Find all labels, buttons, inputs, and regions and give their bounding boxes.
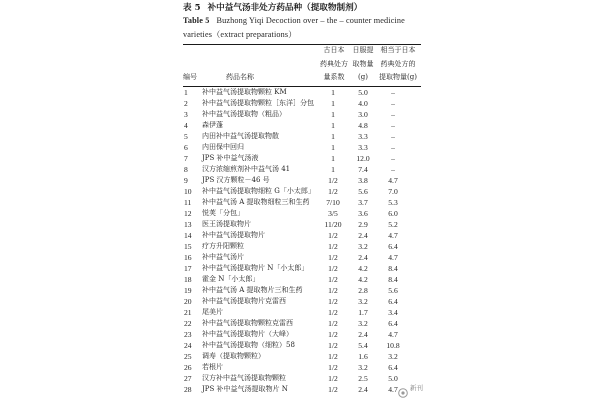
cell-number: 11: [184, 198, 192, 207]
table-row: [0, 252, 600, 263]
header-coefficient-line1: 古日本: [323, 46, 345, 54]
cell-equivalent-amount: 5.0: [388, 374, 398, 383]
cell-coefficient: 1/2: [328, 264, 338, 273]
cell-number: 4: [184, 121, 188, 130]
cell-coefficient: 1/2: [328, 319, 338, 328]
cell-equivalent-amount: 6.4: [388, 319, 398, 328]
cell-coefficient: 1/2: [328, 253, 338, 262]
cell-daily-amount: 4.2: [358, 275, 368, 284]
cell-coefficient: 1/2: [328, 297, 338, 306]
cell-equivalent-amount: 6.4: [388, 242, 398, 251]
cell-number: 16: [184, 253, 192, 262]
cell-coefficient: 1/2: [328, 374, 338, 383]
cell-drug-name: 补中益气汤片: [202, 253, 244, 261]
cell-coefficient: 1/2: [328, 330, 338, 339]
cell-coefficient: 1/2: [328, 242, 338, 251]
cell-daily-amount: 3.2: [358, 242, 368, 251]
table-row: [0, 307, 600, 318]
cell-equivalent-amount: 5.3: [388, 198, 398, 207]
cell-drug-name: 调寿（提取物颗粒）: [202, 352, 265, 360]
cell-coefficient: 3/5: [328, 209, 338, 218]
cell-drug-name: 补中益气汤提取物片（大峰）: [202, 330, 293, 338]
cell-drug-name: 补中益气汤提取物颗粒克雷西: [202, 319, 293, 327]
table-title-cn: 补中益气汤非处方药品种（提取物制剂）: [207, 3, 363, 13]
table-row: [0, 362, 600, 373]
cell-coefficient: 1: [331, 132, 335, 141]
cell-daily-amount: 3.2: [358, 319, 368, 328]
table-row: [0, 274, 600, 285]
cell-number: 14: [184, 231, 192, 240]
header-daily-amount-line1: 日服提: [352, 46, 374, 54]
cell-daily-amount: 3.6: [358, 209, 368, 218]
cell-drug-name: 汉方浓缩煎剂补中益气汤 41: [202, 165, 291, 173]
table-row: [0, 230, 600, 241]
cell-coefficient: 1: [331, 121, 335, 130]
cell-drug-name: 霍金 N「小太郎」: [202, 275, 260, 283]
table-row: [0, 340, 600, 351]
cell-drug-name: JPS 补中益气汤液: [202, 154, 259, 162]
cell-number: 26: [184, 363, 192, 372]
cell-daily-amount: 3.8: [358, 176, 368, 185]
cell-equivalent-amount: 3.4: [388, 308, 398, 317]
table-label-cn: 表 5: [183, 3, 201, 13]
cell-coefficient: 1: [331, 88, 335, 97]
cell-daily-amount: 4.0: [358, 99, 368, 108]
cell-daily-amount: 5.4: [358, 341, 368, 350]
cell-coefficient: 1/2: [328, 187, 338, 196]
cell-coefficient: 1/2: [328, 275, 338, 284]
cell-number: 23: [184, 330, 192, 339]
cell-equivalent-amount: –: [391, 143, 395, 152]
cell-equivalent-amount: 5.6: [388, 286, 398, 295]
table-row: [0, 98, 600, 109]
cell-drug-name: 补中益气汤提取物颗粒 KM: [202, 88, 287, 96]
table-row: [0, 384, 600, 395]
cell-number: 19: [184, 286, 192, 295]
cell-number: 5: [184, 132, 188, 141]
cell-daily-amount: 2.4: [358, 385, 368, 394]
cell-equivalent-amount: 4.7: [388, 176, 398, 185]
cell-daily-amount: 7.4: [358, 165, 368, 174]
cell-coefficient: 1/2: [328, 308, 338, 317]
cell-coefficient: 11/20: [324, 220, 342, 229]
cell-number: 27: [184, 374, 192, 383]
cell-number: 28: [184, 385, 192, 394]
cell-number: 25: [184, 352, 192, 361]
header-equivalent-amount-line3: 提取物量(g): [379, 73, 417, 81]
table-row: [0, 131, 600, 142]
watermark: [398, 382, 423, 394]
header-drug-name: 药品名称: [226, 73, 254, 81]
cell-number: 7: [184, 154, 188, 163]
cell-equivalent-amount: –: [391, 99, 395, 108]
header-daily-amount-line2: 取物量: [352, 59, 374, 68]
cell-daily-amount: 3.2: [358, 363, 368, 372]
cell-coefficient: 1: [331, 110, 335, 119]
table-row: [0, 351, 600, 362]
table-row: [0, 219, 600, 230]
table-row: [0, 329, 600, 340]
table-row: [0, 175, 600, 186]
cell-drug-name: 补中益气汤提取物片克雷西: [202, 297, 286, 305]
cell-drug-name: 补中益气汤提取物细粒 G「小太郎」: [202, 187, 315, 195]
cell-equivalent-amount: 5.2: [388, 220, 398, 229]
table-caption-en: [183, 15, 405, 27]
cell-drug-name: 尾美片: [202, 308, 223, 316]
cell-equivalent-amount: 8.4: [388, 275, 398, 284]
header-coefficient-line2: 药典处方: [320, 59, 348, 68]
cell-coefficient: 1/2: [328, 286, 338, 295]
table-caption-cn: [183, 2, 362, 14]
cell-drug-name: 补中益气汤提取物片: [202, 231, 265, 239]
table-row: [0, 186, 600, 197]
table-row: [0, 109, 600, 120]
cell-number: 8: [184, 165, 188, 174]
cell-daily-amount: 2.8: [358, 286, 368, 295]
cell-equivalent-amount: 4.7: [388, 385, 398, 394]
cell-equivalent-amount: 8.4: [388, 264, 398, 273]
cell-daily-amount: 4.2: [358, 264, 368, 273]
cell-daily-amount: 3.3: [358, 132, 368, 141]
cell-daily-amount: 3.3: [358, 143, 368, 152]
header-equivalent-amount-line2: 药典处方的: [380, 59, 416, 68]
table-row: [0, 285, 600, 296]
cell-number: 21: [184, 308, 192, 317]
cell-coefficient: 1/2: [328, 341, 338, 350]
cell-number: 24: [184, 341, 192, 350]
cell-drug-name: 内田补中益气汤提取物散: [202, 132, 279, 140]
cell-daily-amount: 3.7: [358, 198, 368, 207]
cell-equivalent-amount: –: [391, 88, 395, 97]
cell-drug-name: 补中益气汤 A 提取物片三和生药: [202, 286, 303, 294]
cell-daily-amount: 2.4: [358, 231, 368, 240]
cell-coefficient: 1/2: [328, 231, 338, 240]
cell-equivalent-amount: 4.7: [388, 231, 398, 240]
table-row: [0, 197, 600, 208]
cell-equivalent-amount: 6.4: [388, 297, 398, 306]
cell-drug-name: JPS 补中益气汤提取物片 N: [202, 385, 288, 393]
cell-number: 6: [184, 143, 188, 152]
cell-drug-name: JPS 汉方颗粒－46 号: [202, 176, 270, 184]
cell-drug-name: 补中益气汤 A 提取物细粒三和生药: [202, 198, 310, 206]
cell-drug-name: 医王汤提取物片: [202, 220, 251, 228]
cell-drug-name: 补中益气汤提取物（粗品）: [202, 110, 286, 118]
cell-coefficient: 1/2: [328, 352, 338, 361]
header-equivalent-amount-line1: 相当于日本: [380, 46, 416, 54]
table-row: [0, 87, 600, 98]
table-row: [0, 153, 600, 164]
cell-coefficient: 1/2: [328, 363, 338, 372]
cell-equivalent-amount: 10.8: [386, 341, 400, 350]
cell-number: 17: [184, 264, 192, 273]
cell-drug-name: 悦荚「分包」: [202, 209, 244, 217]
cell-number: 18: [184, 275, 192, 284]
cell-coefficient: 1: [331, 143, 335, 152]
cell-drug-name: 森伊蓬: [202, 121, 223, 129]
table-row: [0, 296, 600, 307]
cell-coefficient: 1/2: [328, 385, 338, 394]
cell-equivalent-amount: 7.0: [388, 187, 398, 196]
cell-daily-amount: 3.2: [358, 297, 368, 306]
table-row: [0, 120, 600, 131]
cell-drug-name: 若根片: [202, 363, 223, 371]
table-row: [0, 164, 600, 175]
cell-number: 13: [184, 220, 192, 229]
cell-coefficient: 1: [331, 99, 335, 108]
cell-daily-amount: 2.4: [358, 253, 368, 262]
cell-number: 9: [184, 176, 188, 185]
cell-equivalent-amount: 3.2: [388, 352, 398, 361]
table-row: [0, 373, 600, 384]
cell-drug-name: 补中益气汤提取物（细粒）58: [202, 341, 295, 349]
watermark-text: 新刊: [410, 384, 423, 392]
table-row: [0, 142, 600, 153]
cell-daily-amount: 4.8: [358, 121, 368, 130]
table-title-en-line1: Buzhong Yiqi Decoction over – the – counter medicine: [216, 16, 405, 25]
cell-equivalent-amount: 6.0: [388, 209, 398, 218]
cell-daily-amount: 1.6: [358, 352, 368, 361]
table-title-en-line2: varieties（extract preparations）: [183, 30, 297, 39]
cell-equivalent-amount: –: [391, 154, 395, 163]
cell-number: 15: [184, 242, 192, 251]
cell-number: 3: [184, 110, 188, 119]
cell-equivalent-amount: –: [391, 132, 395, 141]
cell-drug-name: 补中益气汤提取物颗粒［东洋］分包: [202, 99, 314, 107]
table-row: [0, 208, 600, 219]
cell-number: 2: [184, 99, 188, 108]
cell-equivalent-amount: 4.7: [388, 330, 398, 339]
cell-coefficient: 1: [331, 165, 335, 174]
cell-equivalent-amount: 4.7: [388, 253, 398, 262]
cell-equivalent-amount: –: [391, 110, 395, 119]
table-label-en: Table 5: [183, 16, 210, 25]
header-number: 编号: [183, 73, 197, 81]
header-coefficient-line3: 量系数: [323, 73, 345, 81]
cell-daily-amount: 2.5: [358, 374, 368, 383]
watermark-logo-icon: [398, 383, 408, 393]
cell-number: 1: [184, 88, 188, 97]
cell-drug-name: 内田保中回归: [202, 143, 244, 151]
cell-coefficient: 1/2: [328, 176, 338, 185]
cell-daily-amount: 2.4: [358, 330, 368, 339]
cell-daily-amount: 2.9: [358, 220, 368, 229]
cell-number: 22: [184, 319, 192, 328]
cell-number: 12: [184, 209, 192, 218]
cell-drug-name: 疗方升阳颗粒: [202, 242, 244, 250]
cell-daily-amount: 1.7: [358, 308, 368, 317]
cell-daily-amount: 5.6: [358, 187, 368, 196]
table-row: [0, 318, 600, 329]
table-row: [0, 241, 600, 252]
cell-equivalent-amount: –: [391, 121, 395, 130]
cell-drug-name: 汉方补中益气汤提取物颗粒: [202, 374, 286, 382]
header-daily-amount-line3: (g): [358, 73, 368, 81]
cell-equivalent-amount: –: [391, 165, 395, 174]
cell-equivalent-amount: 6.4: [388, 363, 398, 372]
cell-daily-amount: 12.0: [356, 154, 370, 163]
cell-number: 10: [184, 187, 192, 196]
cell-coefficient: 1: [331, 154, 335, 163]
cell-daily-amount: 5.0: [358, 88, 368, 97]
cell-number: 20: [184, 297, 192, 306]
cell-daily-amount: 3.0: [358, 110, 368, 119]
cell-drug-name: 补中益气汤提取物片 N「小太郎」: [202, 264, 309, 272]
cell-coefficient: 7/10: [326, 198, 340, 207]
table-row: [0, 263, 600, 274]
